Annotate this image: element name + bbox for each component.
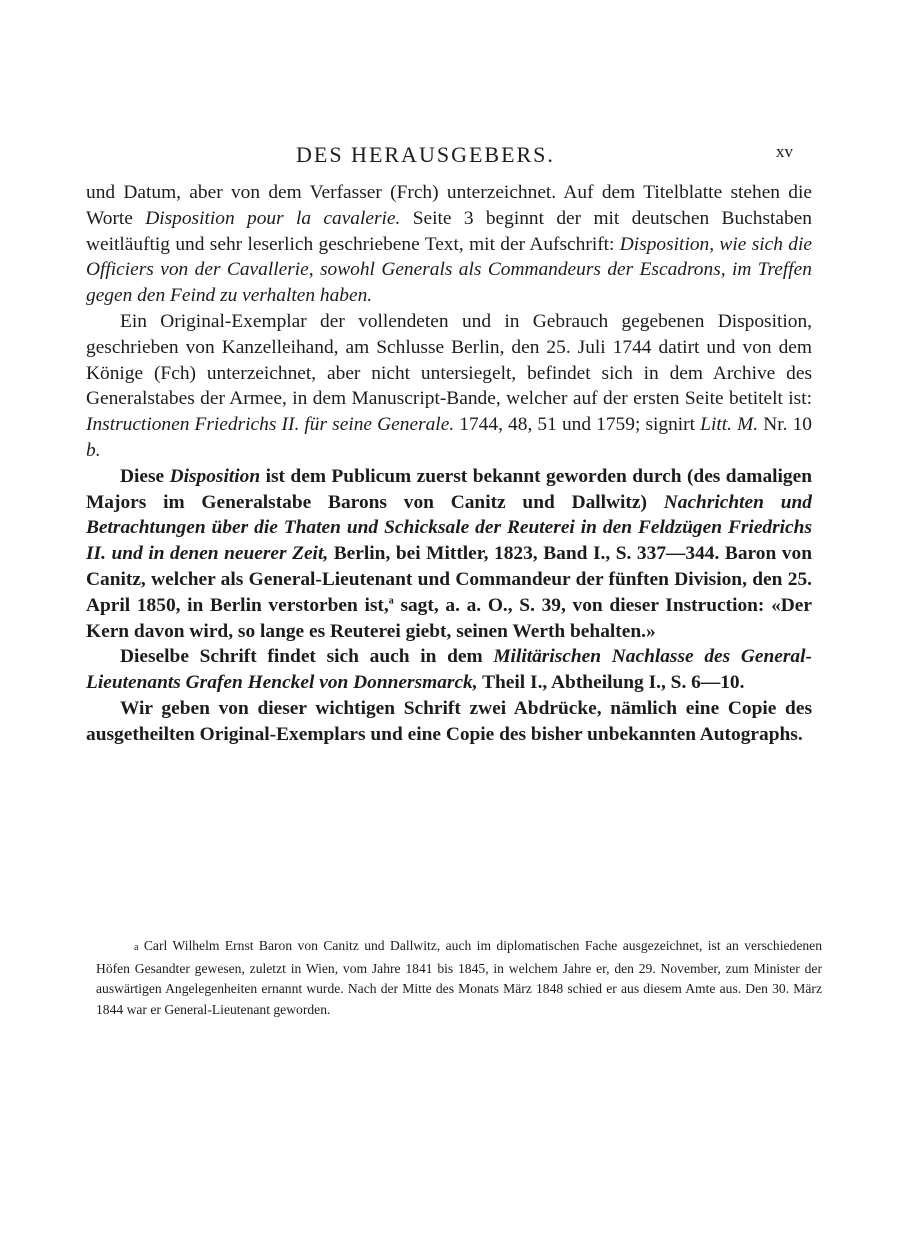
- italic-title: Disposition pour la cavalerie.: [145, 207, 401, 229]
- italic-title: Militärischen Nachlasse des General-Lieutenants Grafen Henckel von Donnersmarck,: [86, 646, 812, 694]
- italic-title: Disposition: [169, 465, 261, 487]
- footnote-text: Carl Wilhelm Ernst Baron von Canitz und Dallwitz, auch im diplomatischen Fache ausgezeichnet, ist an verschiedenen Höfen Gesandter gewesen, zuletzt in Wien, vom Jahre 1841 bis 1845, in welchem Jahre er, den 29. November, zum Minister der auswärtigen Angelegenheiten ernannt wurde. Nach der Mitte des Monats März 1848 schied er aus diesem Amte aus. Den 30. März 1844 war er General-Lieutenant geworden.: [96, 938, 822, 1017]
- text-run: Berlin, bei Mittler, 1823, Band I., S. 337—344. Baron von Canitz, welcher als General-Lieutenant und Commandeur der fünften Division, den 25. April 1850, in Berlin verstorben ist,: [86, 543, 812, 616]
- text-run: Seite 3 beginnt der mit deutschen Buchstaben weitläuftig und sehr leserlich geschriebene Text, mit der Aufschrift:: [86, 207, 812, 255]
- footnote-mark: a: [134, 942, 139, 953]
- running-header: [0, 142, 900, 172]
- page-number: xv: [776, 142, 793, 161]
- text-run: Wir geben von dieser wichtigen Schrift zwei Abdrücke, nämlich eine Copie des ausgetheilten Original-Exemplars und eine Copie des bisher unbekannten Autographs.: [86, 697, 812, 745]
- italic-reference: b.: [86, 439, 101, 461]
- text-run: Diese: [120, 465, 170, 487]
- paragraph-4: [86, 644, 812, 696]
- text-run: Dieselbe Schrift findet sich auch in dem: [120, 646, 494, 668]
- paragraph-3: [86, 464, 812, 645]
- footnote-reference: a: [388, 595, 394, 607]
- text-run: und Datum, aber von dem Verfasser (Frch) unterzeichnet. Auf dem Titelblatte stehen die Worte: [86, 182, 812, 229]
- paragraph-2: [86, 309, 812, 464]
- italic-reference: Litt. M.: [700, 414, 759, 436]
- running-title: DES HERAUSGEBERS.: [296, 142, 555, 167]
- main-text: [86, 180, 812, 748]
- text-run: Ein Original-Exemplar der vollendeten und in Gebrauch gegebenen Disposition, geschrieben von Kanzelleihand, am Schlusse Berlin, den 25. Juli 1744 datirt und von dem Könige (Fch) unterzeichnet, aber nicht untersiegelt, befindet sich in dem Archive des Generalstabes der Armee, in dem Manuscript-Bande, welcher auf der ersten Seite betitelt ist:: [86, 310, 812, 410]
- text-run: Nr. 10: [758, 414, 812, 436]
- text-run: Theil I., Abtheilung I., S. 6—10.: [477, 672, 745, 694]
- text-run: sagt, a. a. O., S. 39, von dieser Instruction: «Der Kern davon wird, so lange es Reuterei giebt, seinen Werth behalten.»: [86, 594, 812, 642]
- paragraph-1: [86, 180, 812, 309]
- italic-title: Instructionen Friedrichs II. für seine Generale.: [86, 414, 455, 436]
- text-run: ist dem Publicum zuerst bekannt geworden durch (des damaligen Majors im Generalstabe Barons von Canitz und Dallwitz): [86, 465, 812, 513]
- italic-title: Nachrichten und Betrachtungen über die Thaten und Schicksale der Reuterei in den Feldzügen Friedrichs II. und in denen neuerer Zeit,: [86, 491, 812, 565]
- text-run: 1744, 48, 51 und 1759; signirt: [454, 414, 701, 436]
- italic-title: Disposition, wie sich die Officiers von der Cavallerie, sowohl Generals als Commandeurs der Escadrons, im Treffen gegen den Feind zu verhalten haben.: [86, 233, 812, 307]
- paragraph-5: [86, 696, 812, 748]
- footnote: [96, 936, 822, 1020]
